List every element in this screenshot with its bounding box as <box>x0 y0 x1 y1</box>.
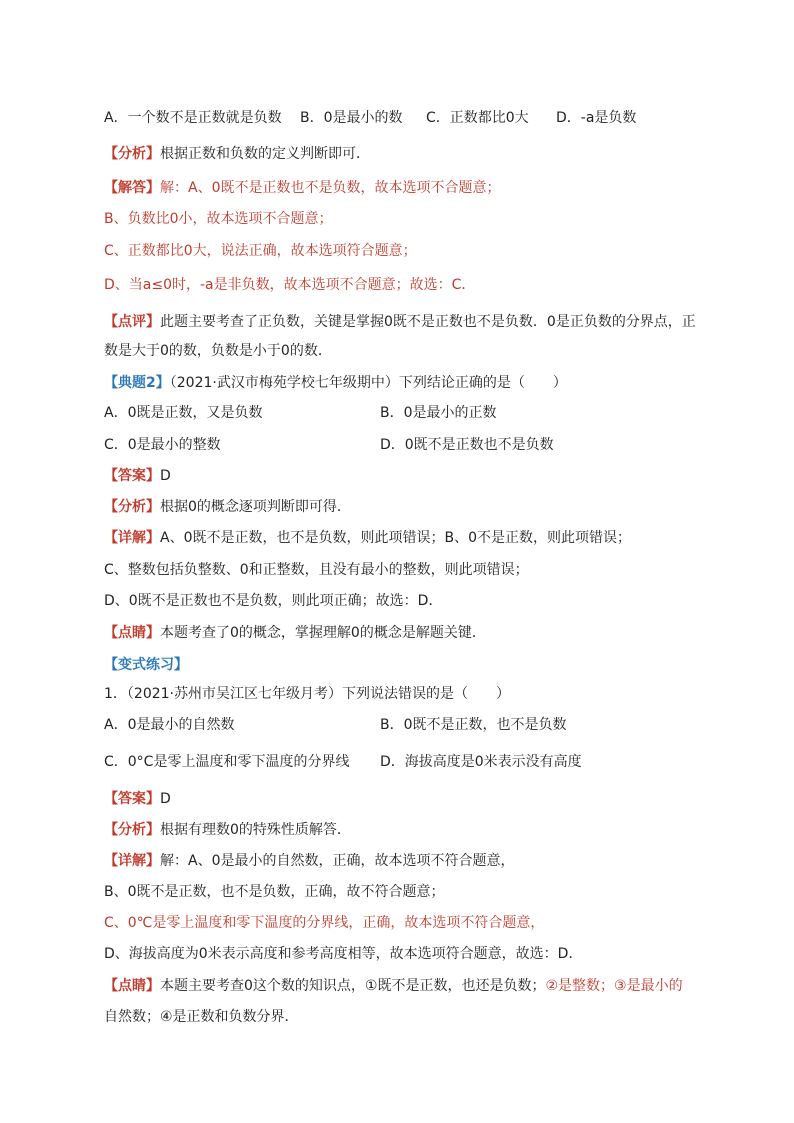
solution-tag: 【解答】 <box>104 180 160 196</box>
q2-option-c: C．0是最小的整数 <box>104 437 221 453</box>
q1-solution-line-3: C、正数都比0大，说法正确，故本选项符合题意； <box>104 243 417 259</box>
q2-detail-line-1 <box>104 528 631 548</box>
q1-solution-line-1 <box>104 178 500 198</box>
variant-note-text-1a: 本题主要考查0这个数的知识点，①既不是正数，也还是负数； <box>160 978 546 994</box>
variant-note-text-1b: ②是整数；③是最小的 <box>545 978 683 994</box>
q1-analysis-line <box>104 144 370 164</box>
q2-option-d: D．0既不是正数也不是负数 <box>380 437 554 453</box>
q1-comment-line-2: 数是大于0的数，负数是小于0的数． <box>104 343 332 359</box>
q2-answer-value: D <box>160 468 171 484</box>
q1-analysis-text: 根据正数和负数的定义判断即可． <box>160 146 370 162</box>
q1-solution-line-2: B、负数比0小，故本选项不合题意； <box>104 211 333 227</box>
q1-comment-text-1: 此题主要考查了正负数，关键是掌握0既不是正数也不是负数．0是正负数的分界点，正 <box>160 314 696 330</box>
variant-note-line-1 <box>104 976 683 996</box>
variant-answer-value: D <box>160 791 171 807</box>
comment-tag: 【点评】 <box>104 314 160 330</box>
variant-heading: 【变式练习】 <box>104 657 188 673</box>
variant-option-c: C．0°C是零上温度和零下温度的分界线 <box>104 754 350 770</box>
q2-note-line <box>104 623 486 643</box>
q2-option-a: A．0既是正数，又是负数 <box>104 405 263 421</box>
q1-option-c: C．正数都比0大 <box>426 110 529 126</box>
q2-note-text: 本题考查了0的概念，掌握理解0的概念是解题关键． <box>160 625 486 641</box>
variant-answer-line <box>104 789 171 809</box>
q1-solution-line-4: D、当a≤0时，-a是非负数，故本选项不合题意；故选：C． <box>104 277 476 293</box>
q2-detail-text-1: A、0既不是正数，也不是负数，则此项错误；B、0不是正数，则此项错误； <box>160 530 631 546</box>
variant-option-d: D．海拔高度是0米表示没有高度 <box>380 754 582 770</box>
variant-note-line-2: 自然数；④是正数和负数分界． <box>104 1009 299 1025</box>
q1-option-d: D．-a是负数 <box>556 110 637 126</box>
q2-question-text: （2021·武汉市梅苑学校七年级期中）下列结论正确的是（ ） <box>169 375 567 391</box>
q2-detail-line-3: D、0既不是正数也不是负数，则此项正确；故选：D． <box>104 593 443 609</box>
q2-analysis-line <box>104 497 351 517</box>
answer-tag: 【答案】 <box>104 468 160 484</box>
variant-analysis-line <box>104 820 351 840</box>
note-tag: 【点睛】 <box>104 625 160 641</box>
variant-question: 1．（2021·苏州市吴江区七年级月考）下列说法错误的是（ ） <box>104 686 510 702</box>
q2-option-b: B．0是最小的正数 <box>380 405 497 421</box>
variant-option-a: A．0是最小的自然数 <box>104 717 235 733</box>
detail-tag: 【详解】 <box>104 530 160 546</box>
q1-solution-text-1: 解：A、0既不是正数也不是负数，故本选项不合题意； <box>160 180 501 196</box>
q2-tag: 【典题2】 <box>104 375 170 391</box>
detail-tag: 【详解】 <box>104 853 160 869</box>
variant-detail-text-1: 解：A、0是最小的自然数，正确，故本选项不符合题意， <box>160 853 515 869</box>
q2-detail-line-2: C、整数包括负整数、0和正整数，且没有最小的整数，则此项错误； <box>104 562 529 578</box>
q1-option-b: B．0是最小的数 <box>300 110 403 126</box>
q2-answer-line <box>104 466 171 486</box>
variant-detail-line-2: B、0既不是正数，也不是负数，正确，故不符合题意； <box>104 884 445 900</box>
analysis-tag: 【分析】 <box>104 499 160 515</box>
answer-tag: 【答案】 <box>104 791 160 807</box>
analysis-tag: 【分析】 <box>104 822 160 838</box>
variant-analysis-text: 根据有理数0的特殊性质解答． <box>160 822 351 838</box>
q1-option-a: A．一个数不是正数就是负数 <box>104 110 282 126</box>
variant-detail-line-3: C、0℃是零上温度和零下温度的分界线，正确，故本选项不符合题意， <box>104 915 545 931</box>
q1-comment-line-1 <box>104 312 696 332</box>
q2-question-line <box>104 373 567 393</box>
analysis-tag: 【分析】 <box>104 146 160 162</box>
variant-detail-line-4: D、海拔高度为0米表示高度和参考高度相等，故本选项符合题意，故选：D． <box>104 946 583 962</box>
note-tag: 【点睛】 <box>104 978 160 994</box>
variant-option-b: B．0既不是正数，也不是负数 <box>380 717 567 733</box>
q2-analysis-text: 根据0的概念逐项判断即可得． <box>160 499 351 515</box>
variant-detail-line-1 <box>104 851 514 871</box>
